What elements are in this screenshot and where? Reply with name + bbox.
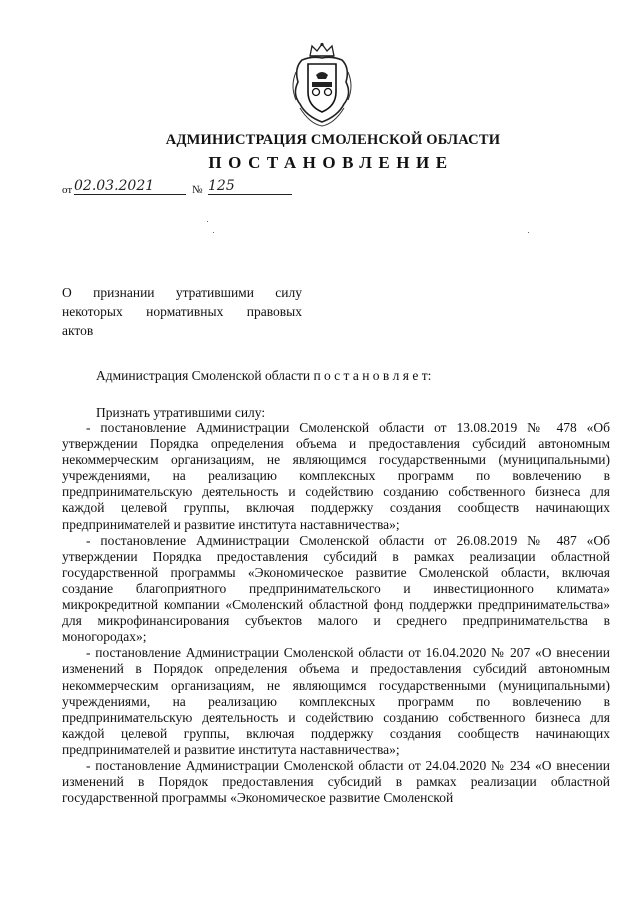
document-subject xyxy=(62,283,302,340)
date-value: 02.03.2021 xyxy=(74,178,186,195)
repealed-item: - постановление Администрации Смоленской области от 26.08.2019 № 487 «Об утверждении Порядка предоставления субсидий в рамках реализации областной государственной программы «Экономическое развитие Смоленской области, включая создание благоприятного предпринимательского и инвестиционного климата» микрокредитной компании «Смоленский областной фонд поддержки предпринимательства» для микрофинансирования субъектов малого и среднего предпринимательства в моногородах»; xyxy=(62,532,610,645)
coat-of-arms-icon xyxy=(286,42,358,128)
document-type-title: ПОСТАНОВЛЕНИЕ xyxy=(208,153,454,172)
issuing-authority: АДМИНИСТРАЦИЯ СМОЛЕНСКОЙ ОБЛАСТИ xyxy=(165,132,501,148)
subject-line: некоторых нормативных правовых xyxy=(62,304,302,319)
repealed-item: - постановление Администрации Смоленской области от 16.04.2020 № 207 «О внесении изменений в Порядок определения объема и предоставления субсидий автономным некоммерческим организациям, не являющимся государственными (муниципальными) учреждениями, на реализацию комплексных программ по вовлечению в предпринимательскую деятельность и содействию созданию собственного бизнеса для каждой целевой группы, включая поддержку создания сообществ начинающих предпринимателей и развитие института наставничества»; xyxy=(62,645,610,757)
repealed-item: - постановление Администрации Смоленской области от 13.08.2019 № 478 «Об утверждении Порядка определения объема и предоставления субсидий автономным некоммерческим организациям, не являющимся государственными (муниципальными) учреждениями, на реализацию комплексных программ по вовлечению в предпринимательскую деятельность и содействию созданию собственного бизнеса для каждой целевой группы, включая поддержку создания сообществ начинающих предпринимателей и развитие института наставничества»; xyxy=(62,420,610,532)
number-label: № xyxy=(192,184,203,196)
date-number-line xyxy=(62,178,302,199)
subject-line: актов xyxy=(62,323,94,338)
subject-line: О признании утратившими силу xyxy=(62,285,302,300)
document-body xyxy=(62,420,610,806)
scan-speck xyxy=(528,232,529,233)
preamble: Администрация Смоленской области п о с т а н о в л я е т: xyxy=(96,368,432,383)
date-label: от xyxy=(62,184,73,196)
number-value: 125 xyxy=(208,178,292,195)
scan-speck xyxy=(213,232,214,233)
intro-line: Признать утратившими силу: xyxy=(96,405,266,420)
scan-speck xyxy=(207,221,208,222)
repealed-item: - постановление Администрации Смоленской области от 24.04.2020 № 234 «О внесении изменений в Порядок предоставления субсидий в рамках реализации областной государственной программы «Экономическое развитие Смоленской xyxy=(62,757,610,806)
